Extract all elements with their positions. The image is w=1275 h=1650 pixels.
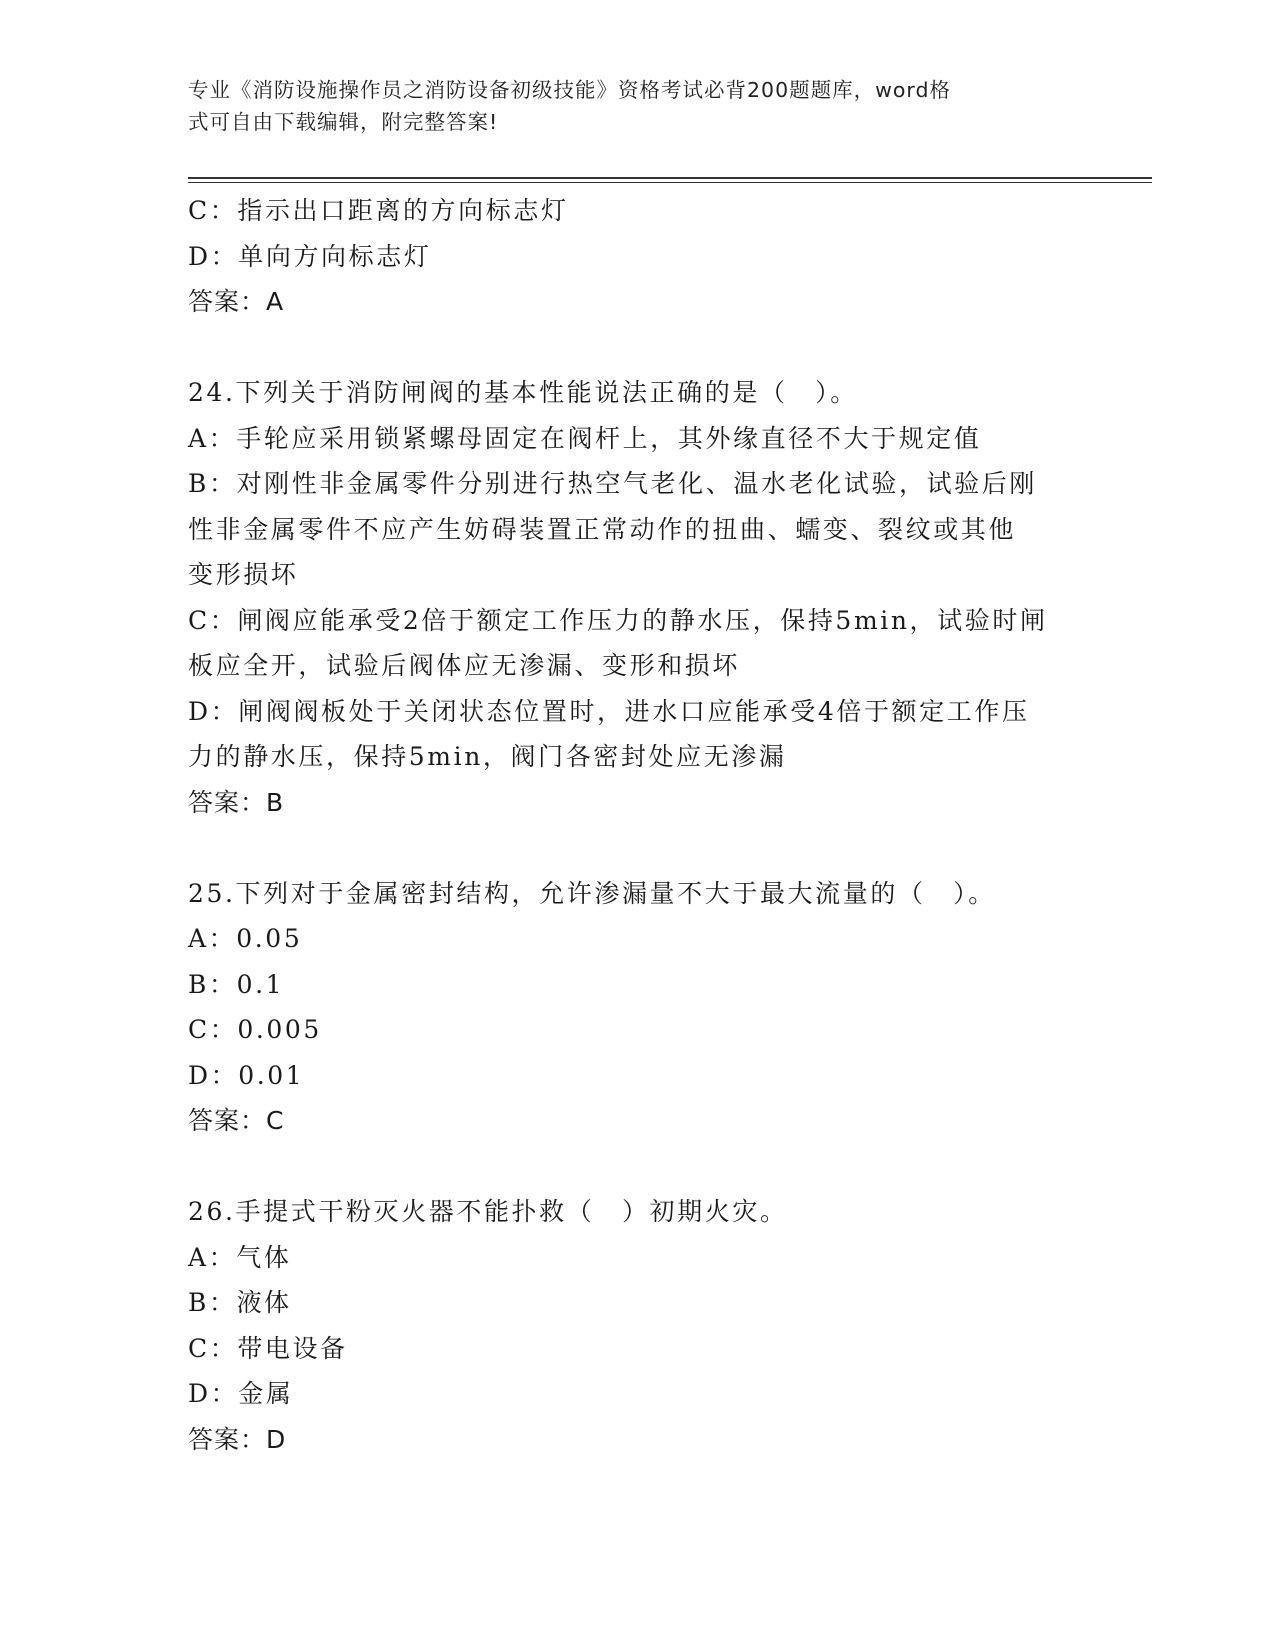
header-divider-thick xyxy=(188,177,1152,179)
question-stem: 26.手提式干粉灭火器不能扑救（ ）初期火灾。 xyxy=(188,1197,788,1226)
prev-option-c: C：指示出口距离的方向标志灯 xyxy=(188,196,569,225)
option-c-line-1: C：闸阀应能承受2倍于额定工作压力的静水压，保持5min，试验时闸 xyxy=(188,605,1048,635)
spacer xyxy=(188,1144,1088,1190)
option-b-line: B：液体 xyxy=(188,1288,292,1317)
option-d-line: D：金属 xyxy=(188,1379,294,1408)
option-d-line: D：0.01 xyxy=(188,1060,305,1090)
option-d-line-1: D：闸阀阀板处于关闭状态位置时，进水口应能承受4倍于额定工作压 xyxy=(188,696,1030,726)
option-b-line: B：0.1 xyxy=(188,969,285,999)
spacer xyxy=(188,825,1088,871)
document-header xyxy=(188,74,1068,138)
option-c-line: C：带电设备 xyxy=(188,1333,348,1363)
option-b-line-1: B：对刚性非金属零件分别进行热空气老化、温水老化试验，试验后刚 xyxy=(188,469,1037,498)
header-line-1: 专业《消防设施操作员之消防设备初级技能》资格考试必背200题题库，word格 xyxy=(188,78,952,102)
prev-option-d: D：单向方向标志灯 xyxy=(188,241,432,271)
option-b-line-2: 性非金属零件不应产生妨碍装置正常动作的扭曲、蠕变、裂纹或其他 xyxy=(188,514,1017,544)
question-content xyxy=(188,188,1088,1462)
question-26 xyxy=(188,1189,1088,1462)
option-d-line-2: 力的静水压，保持5min，阀门各密封处应无渗漏 xyxy=(188,742,787,771)
option-a-line: A：0.05 xyxy=(188,924,303,953)
option-a-line: A：手轮应采用锁紧螺母固定在阀杆上，其外缘直径不大于规定值 xyxy=(188,423,982,453)
question-25 xyxy=(188,871,1088,1144)
question-stem: 24.下列关于消防闸阀的基本性能说法正确的是（ ）。 xyxy=(188,378,858,407)
prev-question-block xyxy=(188,188,1088,325)
spacer xyxy=(188,325,1088,371)
option-c-line-2: 板应全开，试验后阀体应无渗漏、变形和损坏 xyxy=(188,651,741,680)
question-24 xyxy=(188,370,1088,825)
answer: 答案：C xyxy=(188,1106,285,1135)
option-b-line-3: 变形损坏 xyxy=(188,560,299,589)
answer: 答案：D xyxy=(188,1424,287,1454)
answer: 答案：B xyxy=(188,787,285,817)
prev-answer: 答案：A xyxy=(188,287,285,316)
option-c-line: C：0.005 xyxy=(188,1015,322,1044)
header-divider-thin xyxy=(188,182,1152,183)
header-line-2: 式可自由下载编辑，附完整答案! xyxy=(188,110,499,134)
question-stem: 25.下列对于金属密封结构，允许渗漏量不大于最大流量的（ ）。 xyxy=(188,878,996,908)
option-a-line: A：气体 xyxy=(188,1242,292,1272)
